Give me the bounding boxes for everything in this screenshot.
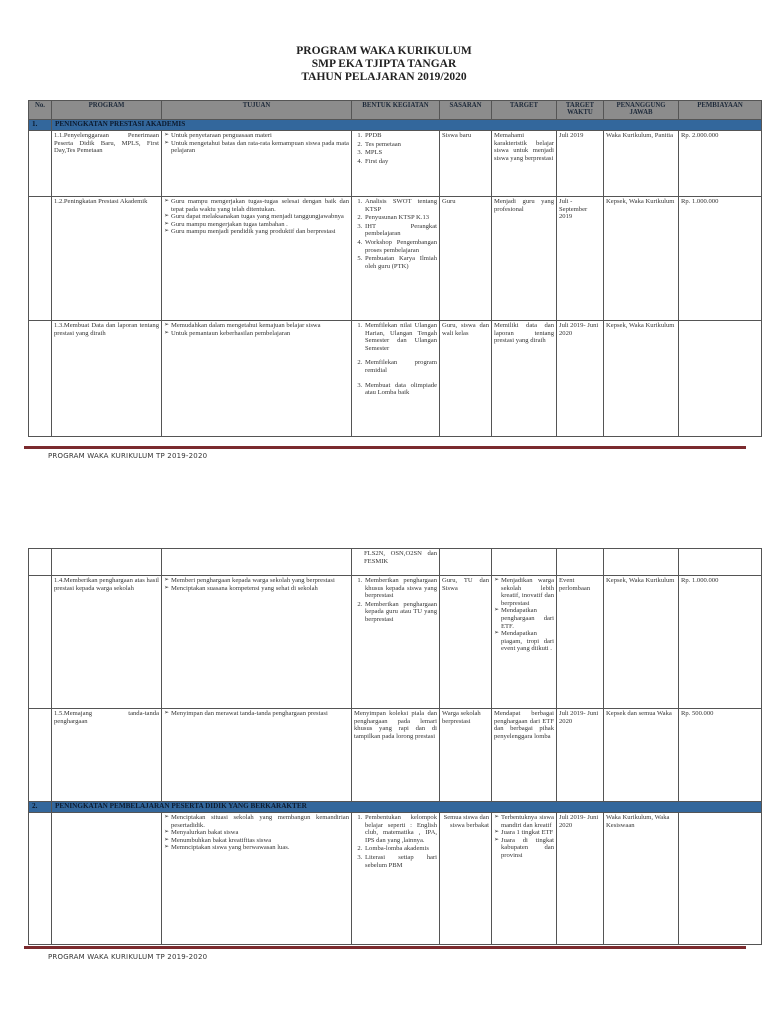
kegiatan-cell <box>352 321 440 437</box>
header-bentuk-kegiatan: BENTUK KEGIATAN <box>352 101 440 120</box>
list-item: ➢ Untuk penyetaraan penguasaan materi <box>164 132 349 140</box>
pj-cell: Kepsek dan semua Waka <box>604 709 679 802</box>
program-table-page-1 <box>28 100 762 437</box>
list-item: ➢ Guru mampu mengerjakan tugas tambahan . <box>164 221 349 229</box>
list-item: ➢ Menyalurkan bakat siswa <box>164 829 349 837</box>
footer-divider <box>24 446 746 449</box>
list-item: 1. Memfilekan nilai Ulangan Harian, Ulangan Tengah Semester dan Ulangan Semester <box>364 322 437 352</box>
header-target-waktu: TARGET WAKTU <box>557 101 604 120</box>
tujuan-cell <box>162 709 352 802</box>
kegiatan-cell <box>352 131 440 197</box>
target-cell <box>492 576 557 709</box>
sasaran-cell: Semua siswa dan siswa berbakat <box>440 813 492 945</box>
pj-cell: Kepsek, Waka Kurikulum <box>604 576 679 709</box>
section-label: PENINGKATAN PRESTASI AKADEMIS <box>52 120 762 131</box>
list-item: 2. Tes pemetaan <box>364 141 437 149</box>
tujuan-cell <box>162 813 352 945</box>
biaya-cell <box>679 813 762 945</box>
list-item: ➢ Juara di tingkat kabupaten dan provinsi <box>494 837 554 860</box>
biaya-cell: Rp. 500.000 <box>679 709 762 802</box>
header-tujuan: TUJUAN <box>162 101 352 120</box>
biaya-cell: Rp. 1.000.000 <box>679 576 762 709</box>
footer-divider <box>24 946 746 949</box>
list-item: ➢ Menjadikan warga sekolah lebih kreatif, inovatif dan berprestasi <box>494 577 554 607</box>
waktu-cell: Juli - September 2019 <box>557 197 604 321</box>
list-item: 3. IHT Perangkat pembelajaran <box>364 223 437 238</box>
list-item: ➢ Untuk mengetahui batas dan rata-rata kemampuan siswa pada mata pelajaran <box>164 140 349 155</box>
waktu-cell: Juli 2019- Juni 2020 <box>557 709 604 802</box>
waktu-cell: Event perlombaan <box>557 576 604 709</box>
header-penanggung-jawab: PENANGGUNG JAWAB <box>604 101 679 120</box>
list-item: 2. Memfilekan program remidial <box>364 359 437 374</box>
list-item: ➢ Juara 1 tingkat ETF <box>494 829 554 837</box>
program-cell: 1.2.Peningkatan Prestasi Akademik <box>52 197 162 321</box>
tujuan-cell <box>162 131 352 197</box>
target-cell: Memiliki data dan laporan tentang prestasi yang diraih <box>492 321 557 437</box>
waktu-cell: Juli 2019- Juni 2020 <box>557 813 604 945</box>
list-item: 1. Memberikan penghargaan khusus kepada siswa yang berprestasi <box>364 577 437 600</box>
kegiatan-cell <box>352 197 440 321</box>
list-item: ➢ Menumbuhkan bakat kreatifitas siswa <box>164 837 349 845</box>
pj-cell: Kepsek, Waka Kurikulum <box>604 197 679 321</box>
sasaran-cell: Warga sekolah berprestasi <box>440 709 492 802</box>
section-row-1 <box>29 120 762 131</box>
list-item: ➢ Guru mampu menjadi pendidik yang produktif dan berprestasi <box>164 228 349 236</box>
kegiatan-cell: Menyimpan koleksi piala dan penghargaan pada lemari khusus yang rapi dan di tampilkan pada lorong prestasi <box>352 709 440 802</box>
pj-cell: Waka Kurikulum, Panitia <box>604 131 679 197</box>
tujuan-cell <box>162 197 352 321</box>
sasaran-cell: Guru, siswa dan wali kelas <box>440 321 492 437</box>
section-number: 1. <box>29 120 52 131</box>
list-item: ➢ Mendapatkan penghargaan dari ETF. <box>494 607 554 630</box>
table-row <box>29 549 762 576</box>
section-number: 2. <box>29 802 52 813</box>
list-item: ➢ Menciptakan suasana kompetensi yang sehat di sekolah <box>164 585 349 593</box>
list-item: ➢ Mendapatkan piagam, tropi dari event yang diikuti . <box>494 630 554 653</box>
table-row <box>29 131 762 197</box>
kegiatan-cell <box>352 576 440 709</box>
target-cell <box>492 813 557 945</box>
section-row-2 <box>29 802 762 813</box>
list-item: ➢ Menciptakan situasi sekolah yang membangun kemandirian pesertadidik. <box>164 814 349 829</box>
header-no: No. <box>29 101 52 120</box>
biaya-cell: Rp. 1.000.000 <box>679 197 762 321</box>
list-item: ➢ Menyimpan dan merawat tanda-tanda penghargaan prestasi <box>164 710 349 718</box>
table-header-row <box>29 101 762 120</box>
list-item: ➢ Untuk pemantaun keberhasilan pembelajaran <box>164 330 349 338</box>
title-line-3: TAHUN PELAJARAN 2019/2020 <box>301 71 467 83</box>
list-item: 2. Lomba-lomba akademis <box>364 845 437 853</box>
header-sasaran: SASARAN <box>440 101 492 120</box>
list-item: ➢ Memnciptakan siswa yang berwawasan luas. <box>164 844 349 852</box>
biaya-cell: Rp. 2.000.000 <box>679 131 762 197</box>
page-footer: PROGRAM WAKA KURIKULUM TP 2019-2020 <box>48 953 208 961</box>
program-cell: 1.4.Memberikan penghargaan atas hasil prestasi kepada warga sekolah <box>52 576 162 709</box>
list-item: 1. PPDB <box>364 132 437 140</box>
sasaran-cell: Guru, TU dan Siswa <box>440 576 492 709</box>
header-program: PROGRAM <box>52 101 162 120</box>
list-item: ➢ Terbentuknya siswa mandiri dan kreatif <box>494 814 554 829</box>
list-item: 5. Pembuatan Karya Ilmiah oleh guru (PTK) <box>364 255 437 270</box>
waktu-cell: Juli 2019 <box>557 131 604 197</box>
program-table-page-2 <box>28 548 762 945</box>
list-item: 2. Penyusunan KTSP K.13 <box>364 214 437 222</box>
sasaran-cell: Guru <box>440 197 492 321</box>
list-item: ➢ Guru mampu mengerjakan tugas-tugas selesai dengan baik dan tepat pada waktu yang telah ditentukan. <box>164 198 349 213</box>
page-footer: PROGRAM WAKA KURIKULUM TP 2019-2020 <box>48 452 208 460</box>
pj-cell: Kepsek, Waka Kurikulum <box>604 321 679 437</box>
pj-cell: Waka Kurikulum, Waka Kesiswaan <box>604 813 679 945</box>
title-line-2: SMP EKA TJIPTA TANGAR <box>311 58 457 70</box>
list-item: 3. MPLS <box>364 149 437 157</box>
list-item: ➢ Memberi penghargaan kepada warga sekolah yang berprestasi <box>164 577 349 585</box>
program-cell: 1.3.Membuat Data dan laporan tentang prestasi yang diraih <box>52 321 162 437</box>
list-item: 3. Membuat data olimpiade atau Lomba baik <box>364 382 437 397</box>
list-item: 1. Analisis SWOT tentang KTSP <box>364 198 437 213</box>
program-cell: 1.5.Memajang tanda-tanda penghargaan <box>52 709 162 802</box>
list-item: 3. Literasi setiap hari sebelum PBM <box>364 854 437 869</box>
list-item: 4. First day <box>364 158 437 166</box>
kegiatan-cell <box>352 813 440 945</box>
biaya-cell <box>679 321 762 437</box>
section-label: PENINGKATAN PEMBELAJARAN PESERTA DIDIK YANG BERKARAKTER <box>52 802 762 813</box>
list-item: ➢ Memudahkan dalam mengetahui kemajuan belajar siswa <box>164 322 349 330</box>
table-row <box>29 709 762 802</box>
header-pembiayaan: PEMBIAYAAN <box>679 101 762 120</box>
header-target: TARGET <box>492 101 557 120</box>
tujuan-cell <box>162 576 352 709</box>
table-row <box>29 321 762 437</box>
target-cell: Mendapat berbagai penghargaan dari ETF dan berbagai pihak penyelenggara lomba <box>492 709 557 802</box>
kegiatan-cell: FLS2N, OSN,O2SN dan FESMIK <box>352 549 440 576</box>
list-item: ➢ Guru dapat melaksanakan tugas yang menjadi tanggungjawabnya <box>164 213 349 221</box>
tujuan-cell <box>162 321 352 437</box>
table-row <box>29 576 762 709</box>
list-item: 4. Workshop Pengembangan proses pembelajaran <box>364 239 437 254</box>
table-row <box>29 813 762 945</box>
waktu-cell: Juli 2019- Juni 2020 <box>557 321 604 437</box>
document-title <box>0 45 768 84</box>
sasaran-cell: Siswa baru <box>440 131 492 197</box>
title-line-1: PROGRAM WAKA KURIKULUM <box>296 45 472 57</box>
table-row <box>29 197 762 321</box>
target-cell: Menjadi guru yang profesional <box>492 197 557 321</box>
list-item: 1. Pembentukan kelompok belajar seperti : English club, matematika , IPA, IPS dan yang ,lainnya. <box>364 814 437 844</box>
program-cell <box>52 813 162 945</box>
list-item: 2. Memberikan penghargaan kepada guru atau TU yang berprestasi <box>364 601 437 624</box>
program-cell: 1.1.Penyelenggaraan Penerimaan Peserta Didik Baru, MPLS, First Day,Tes Pemetaan <box>52 131 162 197</box>
target-cell: Memahami karakteristik belajar siswa untuk menjadi siswa yang berprestasi <box>492 131 557 197</box>
